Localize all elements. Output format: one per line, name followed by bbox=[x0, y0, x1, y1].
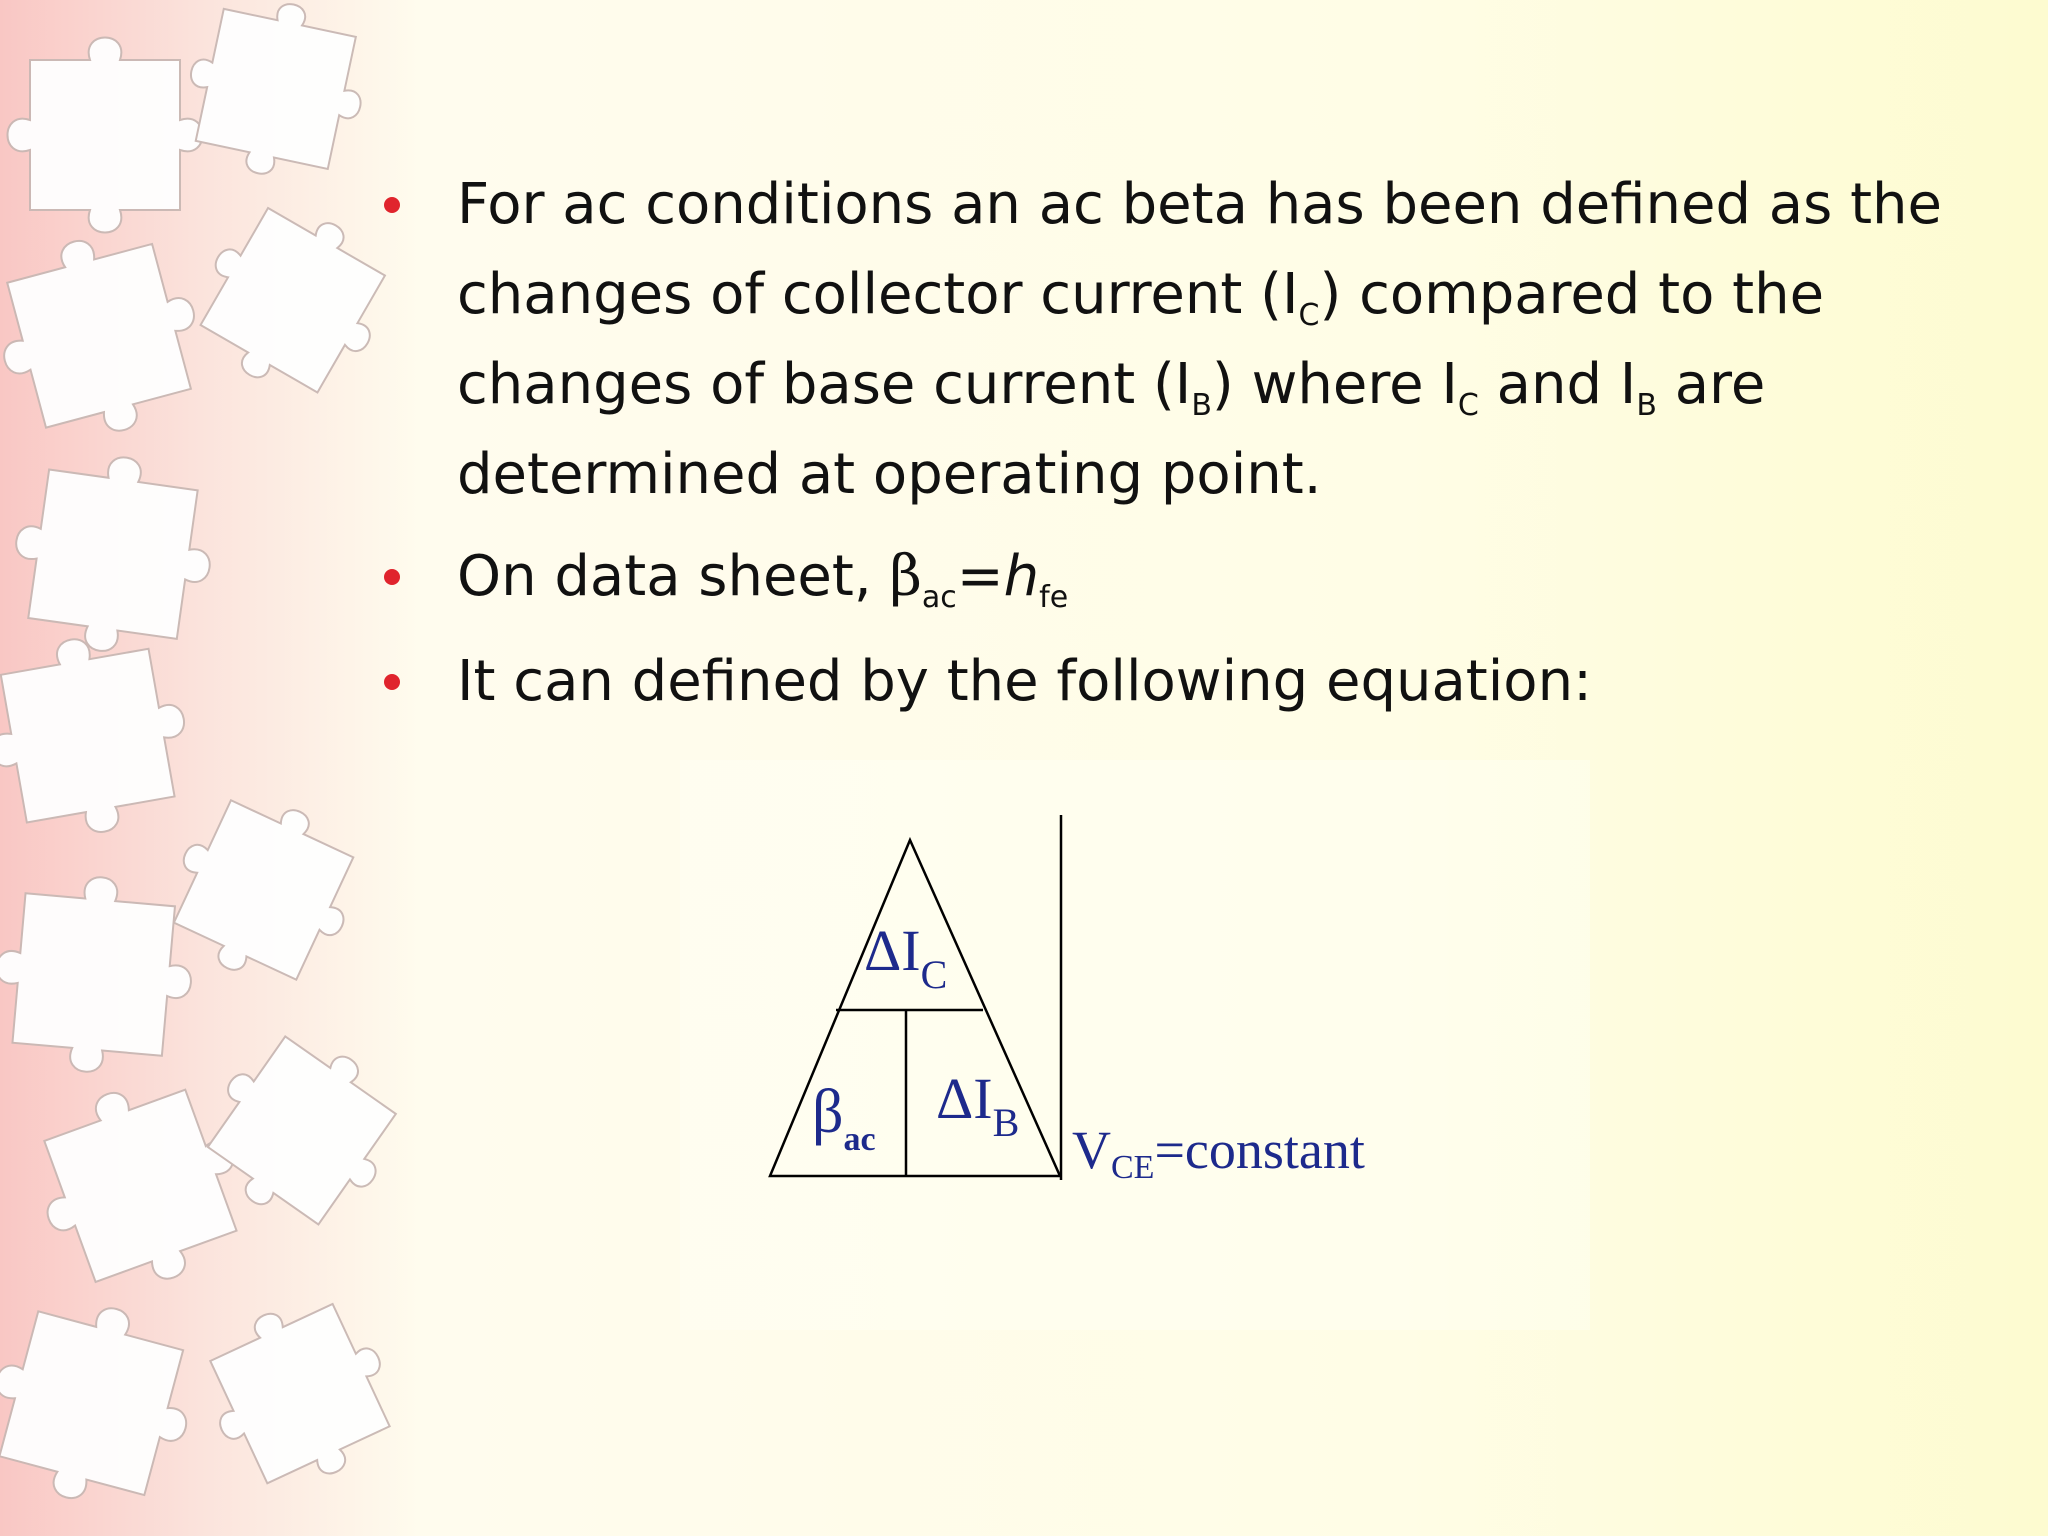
bullet-text: For ac conditions an ac beta has been defined as the changes of collector current $(I_C)$ compared to the changes of base current $(I_B)$ where $I_C$ and $I_B$ are determined at operating point. bbox=[457, 172, 1942, 507]
equation-diagram bbox=[680, 760, 1590, 1330]
bullet-dot bbox=[384, 674, 400, 690]
delta-ic-label: $\Delta I_C$ bbox=[864, 918, 948, 997]
bullet-text: On data sheet, $\beta_{ac}=h_{fe}$ bbox=[457, 544, 1069, 615]
bullet-item-data-sheet bbox=[370, 532, 2010, 622]
bullet-text: It can defined by the following equation: bbox=[457, 649, 1592, 714]
beta-triangle-diagram bbox=[680, 760, 1590, 1330]
bullet-dot bbox=[384, 197, 400, 213]
bullet-item-equation-intro bbox=[370, 637, 2010, 727]
bullet-list bbox=[370, 160, 2010, 727]
vce-constant-label: VCE=constant bbox=[1072, 1120, 1365, 1186]
beta-ac-label: $\beta_{ac}$ bbox=[812, 1078, 876, 1158]
bullet-item-ac-beta-definition bbox=[370, 160, 2010, 520]
bullet-dot bbox=[384, 569, 400, 585]
delta-ib-label: $\Delta I_B$ bbox=[936, 1066, 1020, 1145]
